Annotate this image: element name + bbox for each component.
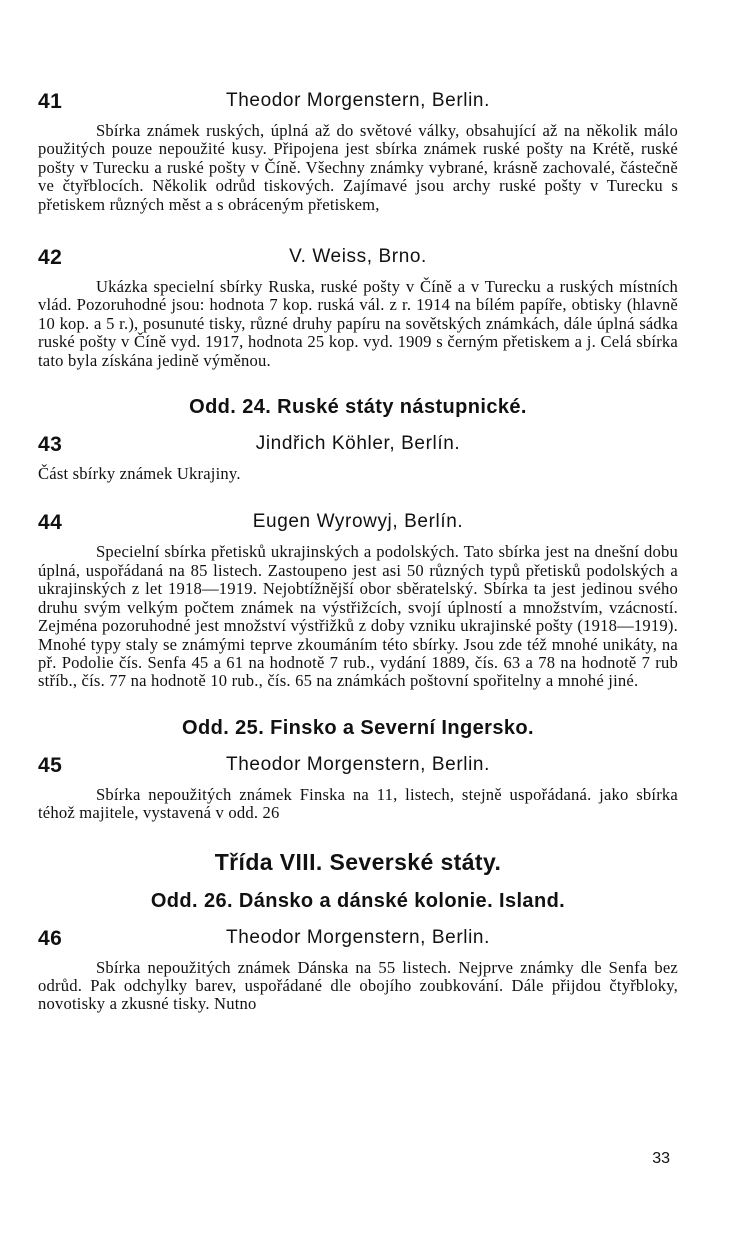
exhibitor-name: V. Weiss, Brno. [289, 246, 427, 268]
entry-number: 44 [38, 511, 63, 535]
exhibitor-name: Theodor Morgenstern, Berlin. [226, 90, 490, 111]
entry-number: 46 [38, 926, 63, 950]
entry-number: 42 [38, 246, 63, 270]
section-heading-odd-24: Odd. 24. Ruské státy nástupnické. [189, 396, 527, 419]
exhibitor-name: Jindřich Köhler, Berlín. [255, 433, 461, 455]
entry-44-header [38, 509, 678, 539]
entry-description: Specielní sbírka přetisků ukrajinských a podolských. Tato sbírka jest na dnešní dobu úplná, uspořádaná na 85 listech. Zastoupeno jest asi 50 různých typů přetisků podolských a ukrajinských z let 1918—1919. Nejobtížnější obor sběratelský. Sbírka ta jest jedinou svého druhu svým velkým počtem známek na výstřižcích, svojí úplností a množstvím, vzácností. Zejména pozoruhodné jest množství výstřižků z doby vzniku ukrajinské pošty (1918—1919). Mnohé typy staly se známými teprve zkoumáním této sbírky. Jsou zde též mnohé unikáty, na př. Podolie čís. Senfa 45 a 61 na hodnotě 7 rub., vydání 1889, čís. 63 a 78 na hodnotě 7 rub stříb., čís. 77 na hodnotě 10 rub., čís. 65 na známkách poštovní spořitelny a mnohé jiné. [38, 542, 678, 691]
entry-number: 43 [38, 433, 63, 457]
entry-description: Sbírka nepoužitých známek Dánska na 55 listech. Nejprve známky dle Senfa bez odrůd. Pak odchylky barev, uspořádané dle obojího zoubkování. Dále přijdou čtyřbloky, novotisky a zkusné tisky. Nutno [38, 957, 678, 1014]
document-page [38, 88, 678, 1014]
entry-number: 41 [38, 90, 63, 113]
section-heading-odd-26: Odd. 26. Dánsko a dánské kolonie. Island. [150, 889, 566, 912]
entry-number: 45 [38, 753, 63, 777]
class-heading-trida-8: Třída VIII. Severské státy. [214, 848, 502, 875]
entry-46-header [38, 925, 678, 955]
section-heading-odd-25: Odd. 25. Finsko a Severní Ingersko. [182, 716, 534, 739]
entry-45-header [38, 752, 678, 782]
entry-42-header [38, 244, 678, 274]
entry-description: Ukázka specielní sbírky Ruska, ruské pošty v Číně a v Turecku a ruských místních vlád. Pozoruhodné jsou: hodnota 7 kop. ruská vál. z r. 1914 na bílém papíře, obtisky (hlavně 10 kop. a 5 r.), posunuté tisky, různé druhy papíru na sovětských známkách, dále úplná sádka ruské pošty v Číně vyd. 1917, hodnota 25 kop. vyd. 1909 s černým přetiskem a j. Celá sbírka tato byla získána jedině výměnou. [38, 277, 678, 370]
entry-41-header [38, 88, 678, 118]
entry-43-header [38, 431, 678, 461]
exhibitor-name: Theodor Morgenstern, Berlin. [226, 753, 490, 775]
entry-description: Část sbírky známek Ukrajiny. [38, 464, 241, 484]
exhibitor-name: Eugen Wyrowyj, Berlín. [252, 511, 464, 533]
entry-description: Sbírka nepoužitých známek Finska na 11, listech, stejně uspořádaná. jako sbírka téhož majitele, vystavená v odd. 26 [38, 784, 678, 823]
entry-description: Sbírka známek ruských, úplná až do světové války, obsahující až na několik málo použitých pouze nepoužité kusy. Připojena jest sbírka známek ruské pošty na Krétě, ruské pošty v Turecku a ruské pošty v Číně. Všechny známky vybrané, krásně zachovalé, částečně ve čtyřblocích. Několik odrůd tiskových. Zajímavé jsou archy ruské pošty v Turecku s přetiskem různých měst a s obráceným přetiskem, [38, 121, 678, 214]
exhibitor-name: Theodor Morgenstern, Berlin. [226, 926, 490, 948]
page-number: 33 [652, 1150, 670, 1167]
